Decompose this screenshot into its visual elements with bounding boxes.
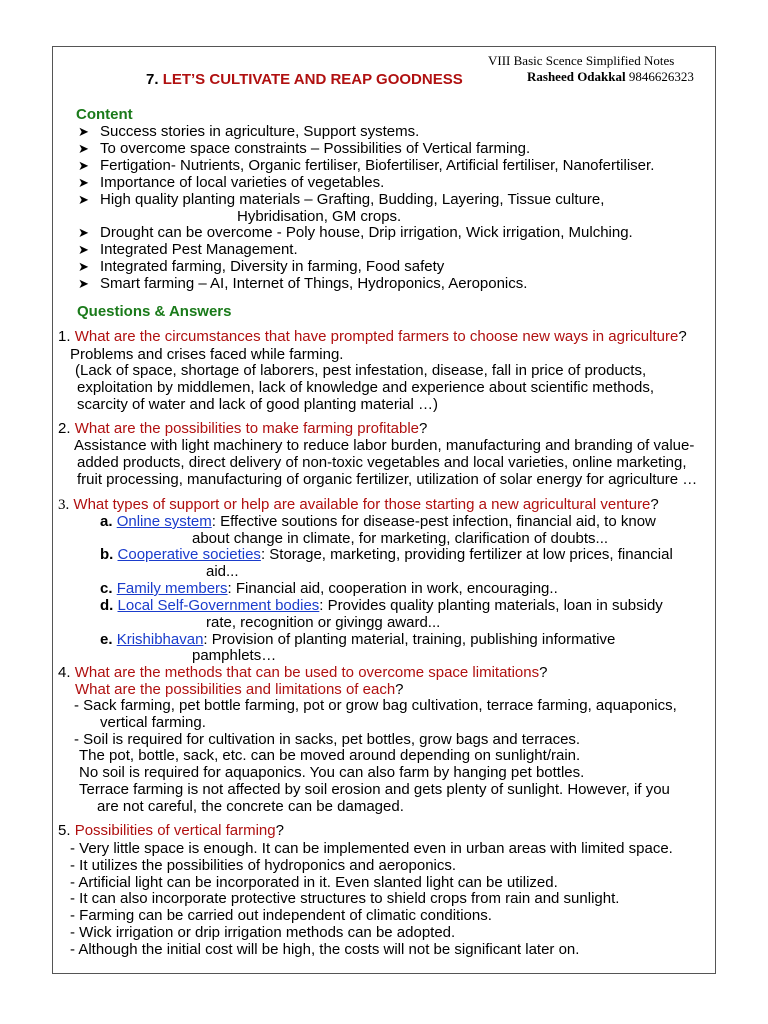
arrow-bullet-icon: ➤ xyxy=(78,276,89,291)
answer-line: No soil is required for aquaponics. You can also farm by hanging pet bottles. xyxy=(79,764,585,781)
answer-line: The pot, bottle, sack, etc. can be moved around depending on sunlight/rain. xyxy=(79,747,581,764)
author-name: Rasheed Odakkal xyxy=(527,69,626,84)
arrow-bullet-icon: ➤ xyxy=(78,124,89,139)
arrow-bullet-icon: ➤ xyxy=(78,158,89,173)
author-phone: 9846626323 xyxy=(628,69,694,84)
question-text: Possibilities of vertical farming xyxy=(74,822,276,839)
item-continuation: pamphlets… xyxy=(192,647,277,664)
list-item: Integrated Pest Management. xyxy=(100,241,298,258)
family-members-link[interactable]: Family members xyxy=(116,580,228,597)
item-continuation: aid... xyxy=(206,563,239,580)
question-1 xyxy=(58,328,687,345)
question-text: What are the possibilities and limitations of each xyxy=(75,681,396,698)
question-number: 1. xyxy=(58,328,71,345)
chapter-number: 7. xyxy=(146,71,159,88)
answer-line: exploitation by middlemen, lack of knowledge and experience about scientific methods, xyxy=(77,379,655,396)
question-number: 4. xyxy=(58,664,71,681)
list-item: Success stories in agriculture, Support systems. xyxy=(100,123,420,140)
item-text: : Provision of planting material, training, publishing informative xyxy=(203,631,616,648)
question-mark: ? xyxy=(539,664,548,681)
question-text: What are the possibilities to make farming profitable xyxy=(74,420,420,437)
list-item-continuation: Hybridisation, GM crops. xyxy=(237,208,402,225)
question-text: What types of support or help are available for those starting a new agricultural venture xyxy=(73,496,651,513)
answer-line: Terrace farming is not affected by soil erosion and gets plenty of sunlight. However, if you xyxy=(79,781,670,798)
question-5 xyxy=(58,822,284,839)
answer-line: - Very little space is enough. It can be implemented even in urban areas with limited space. xyxy=(70,840,673,857)
question-3 xyxy=(58,496,659,514)
list-item: Integrated farming, Diversity in farming, Food safety xyxy=(100,258,445,275)
arrow-bullet-icon: ➤ xyxy=(78,141,89,156)
item-text: : Financial aid, cooperation in work, encouraging.. xyxy=(227,580,558,597)
answer-line: are not careful, the concrete can be damaged. xyxy=(97,798,404,815)
support-item-krishibhavan xyxy=(100,631,615,648)
question-number: 5. xyxy=(58,822,71,839)
content-heading: Content xyxy=(76,106,133,123)
answer-line: - It can also incorporate protective structures to shield crops from rain and sunlight. xyxy=(70,890,620,907)
question-4 xyxy=(58,664,547,681)
question-2 xyxy=(58,420,427,437)
answer-line: - Sack farming, pet bottle farming, pot or grow bag cultivation, terrace farming, aquaponics, xyxy=(74,697,677,714)
list-item: Importance of local varieties of vegetables. xyxy=(100,174,385,191)
answer-line: Problems and crises faced while farming. xyxy=(70,346,344,363)
item-text: : Storage, marketing, providing fertilizer at low prices, financial xyxy=(260,546,673,563)
answer-line: - Wick irrigation or drip irrigation methods can be adopted. xyxy=(70,924,456,941)
support-item-online-system xyxy=(100,513,656,530)
question-4-part-2 xyxy=(75,681,404,698)
answer-line: (Lack of space, shortage of laborers, pest infestation, disease, fall in price of products, xyxy=(75,362,647,379)
krishibhavan-link[interactable]: Krishibhavan xyxy=(116,631,204,648)
notes-title: VIII Basic Scence Simplified Notes xyxy=(488,53,675,68)
answer-line: Assistance with light machinery to reduce labor burden, manufacturing and branding of value- xyxy=(74,437,695,454)
arrow-bullet-icon: ➤ xyxy=(78,175,89,190)
question-mark: ? xyxy=(650,496,659,513)
chapter-title-text: LET’S CULTIVATE AND REAP GOODNESS xyxy=(162,71,463,88)
list-item: High quality planting materials – Grafting, Budding, Layering, Tissue culture, xyxy=(100,191,605,208)
answer-line: fruit processing, manufacturing of organic fertilizer, utilization of solar energy for agriculture … xyxy=(77,471,698,488)
list-item: Drought can be overcome - Poly house, Drip irrigation, Wick irrigation, Mulching. xyxy=(100,224,633,241)
question-number: 3. xyxy=(58,497,70,513)
question-mark: ? xyxy=(678,328,687,345)
qa-heading: Questions & Answers xyxy=(77,303,232,320)
support-item-family-members xyxy=(100,580,558,597)
item-text: : Effective soutions for disease-pest infection, financial aid, to know xyxy=(211,513,656,530)
item-label: e. xyxy=(100,631,113,648)
answer-line: - It utilizes the possibilities of hydroponics and aeroponics. xyxy=(70,857,457,874)
question-mark: ? xyxy=(395,681,404,698)
list-item: To overcome space constraints – Possibilities of Vertical farming. xyxy=(100,140,531,157)
question-number: 2. xyxy=(58,420,71,437)
arrow-bullet-icon: ➤ xyxy=(78,242,89,257)
question-text: What are the circumstances that have prompted farmers to choose new ways in agriculture xyxy=(74,328,679,345)
answer-line: - Artificial light can be incorporated in it. Even slanted light can be utilized. xyxy=(70,874,558,891)
answer-line: - Soil is required for cultivation in sacks, pet bottles, grow bags and terraces. xyxy=(74,731,581,748)
cooperative-societies-link[interactable]: Cooperative societies xyxy=(117,546,261,563)
item-label: d. xyxy=(100,597,114,614)
support-item-local-self-government xyxy=(100,597,663,614)
list-item: Fertigation- Nutrients, Organic fertiliser, Biofertiliser, Artificial fertiliser, Nanofertiliser. xyxy=(100,157,655,174)
answer-line: scarcity of water and lack of good planting material …) xyxy=(77,396,439,413)
question-text: What are the methods that can be used to overcome space limitations xyxy=(74,664,540,681)
item-label: b. xyxy=(100,546,114,563)
question-mark: ? xyxy=(275,822,284,839)
item-text: : Provides quality planting materials, loan in subsidy xyxy=(319,597,663,614)
arrow-bullet-icon: ➤ xyxy=(78,225,89,240)
author-line xyxy=(527,69,694,85)
local-self-government-link[interactable]: Local Self-Government bodies xyxy=(117,597,320,614)
item-label: c. xyxy=(100,580,113,597)
item-label: a. xyxy=(100,513,113,530)
answer-line: added products, direct delivery of non-toxic vegetables and local varieties, online marketing, xyxy=(77,454,687,471)
list-item: Smart farming – AI, Internet of Things, Hydroponics, Aeroponics. xyxy=(100,275,528,292)
answer-line: - Farming can be carried out independent of climatic conditions. xyxy=(70,907,492,924)
online-system-link[interactable]: Online system xyxy=(116,513,212,530)
support-item-cooperative-societies xyxy=(100,546,673,563)
question-mark: ? xyxy=(419,420,428,437)
item-continuation: rate, recognition or givingg award... xyxy=(206,614,441,631)
arrow-bullet-icon: ➤ xyxy=(78,192,89,207)
arrow-bullet-icon: ➤ xyxy=(78,259,89,274)
answer-line: - Although the initial cost will be high, the costs will not be significant later on. xyxy=(70,941,580,958)
answer-line: vertical farming. xyxy=(100,714,206,731)
chapter-title xyxy=(146,71,463,88)
item-continuation: about change in climate, for marketing, clarification of doubts... xyxy=(192,530,609,547)
